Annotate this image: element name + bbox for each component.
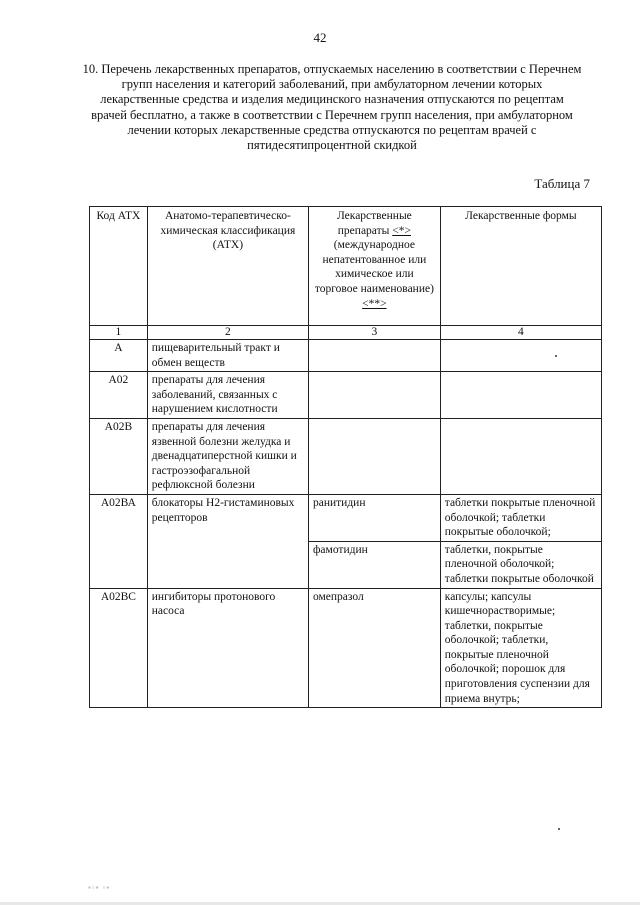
table-row [90,418,602,494]
column-number-row [90,326,602,340]
table-row [90,588,602,708]
table-row [90,372,602,419]
table-label: Таблица 7 [534,176,590,191]
column-number: 4 [440,326,601,340]
scan-footer-mark: ▪▫▪ ▫▪ [88,883,111,892]
drug-forms: капсулы; капсулы кишечнорастворимые; таблетки, покрытые оболочкой; таблетки, покрытые пленочной оболочкой; порошок для приготовления суспензии для приема внутрь; [440,588,601,708]
header-classification: Анатомо-терапевтическо-химическая классификация (АТХ) [147,207,308,326]
table-row [90,340,602,372]
atx-classification: блокаторы Н2-гистаминовых рецепторов [147,494,308,588]
drug-forms: таблетки, покрытые пленочной оболочкой; таблетки покрытые оболочкой [440,541,601,588]
atx-classification: пищеварительный тракт и обмен веществ [147,340,308,372]
header-code: Код АТХ [90,207,148,326]
atx-code: А02ВА [90,494,148,588]
note-link-1[interactable]: <*> [392,224,411,237]
table-row [90,494,602,541]
atx-code: А [90,340,148,372]
atx-code: А02 [90,372,148,419]
document-title: 10. Перечень лекарственных препаратов, отпускаемых населению в соответствии с Перечнем групп населения и категорий заболеваний, при амбулаторном лечении которых лекарственные средства и изделия медицинского назначения отпускаются по рецептам врачей бесплатно, а также в соответствии с Перечнем групп населения, при амбулаторном лечении которых лекарственные средства отпускаются по рецептам врачей с пятидесятипроцентной скидкой [82,62,582,153]
drug-name: ранитидин [308,494,440,541]
drug-forms [440,418,601,494]
scan-speck [558,828,560,830]
table-header-row [90,207,602,326]
drug-name [308,418,440,494]
atx-table [89,206,602,708]
atx-classification: препараты для лечения язвенной болезни желудка и двенадцатиперстной кишки и гастроэзофагальной рефлюксной болезни [147,418,308,494]
column-number: 1 [90,326,148,340]
header-drugs-text: Лекарственные препараты [336,210,412,237]
header-drugs-text-2: (международное непатентованное или химическое или торговое наименование) [314,239,434,295]
atx-classification: ингибиторы протонового насоса [147,588,308,708]
column-number: 2 [147,326,308,340]
drug-name [308,340,440,372]
drug-forms [440,372,601,419]
atx-classification: препараты для лечения заболеваний, связанных с нарушением кислотности [147,372,308,419]
column-number: 3 [308,326,440,340]
header-forms: Лекарственные формы [440,207,601,326]
atx-code: А02ВС [90,588,148,708]
drug-name: омепразол [308,588,440,708]
scan-speck [555,355,557,357]
header-drugs [308,207,440,326]
drug-name [308,372,440,419]
atx-code: А02В [90,418,148,494]
drug-forms [440,340,601,372]
page-number: 42 [313,30,327,45]
drug-name: фамотидин [308,541,440,588]
note-link-2[interactable]: <**> [362,297,387,310]
drug-forms: таблетки покрытые пленочной оболочкой; таблетки покрытые оболочкой; [440,494,601,541]
